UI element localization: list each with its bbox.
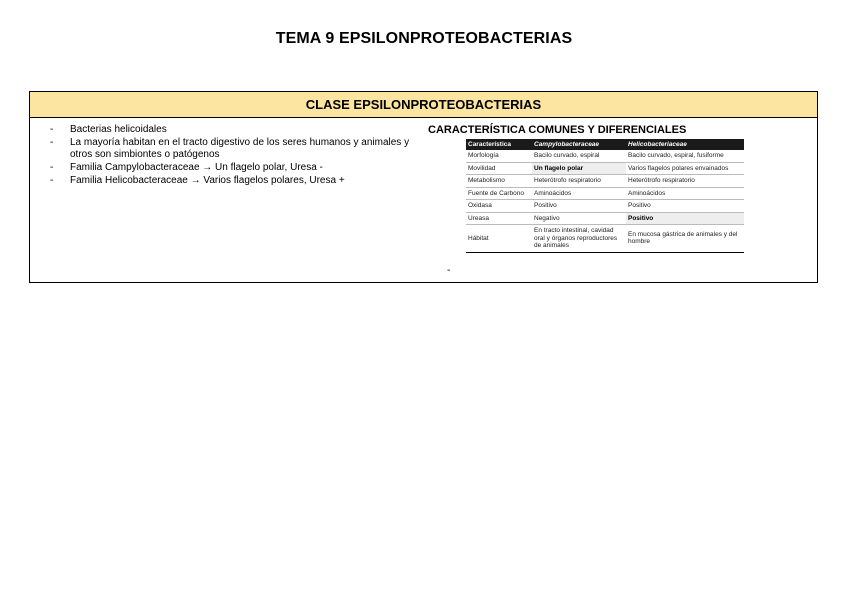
table-cell: Heterótrofo respiratorio [626,175,744,188]
table-cell: Morfología [466,150,532,162]
table-cell: Positivo [532,200,626,213]
table-cell: Bacilo curvado, espiral, fusiforme [626,150,744,162]
list-item-text: Familia Campylobacteraceae → Un flagelo polar, Uresa - [70,162,323,173]
column-header: Helicobacteriaceae [626,139,744,150]
table-title: CARACTERÍSTICA COMUNES Y DIFERENCIALES [428,124,687,136]
table-row [466,187,744,200]
table-cell: En mucosa gástrica de animales y del hombre [626,225,744,253]
table-cell: Ureasa [466,212,532,225]
table-header-row [466,139,744,150]
table-cell: Metabolismo [466,175,532,188]
bullet-list [50,124,410,188]
table-cell: Bacilo curvado, espiral [532,150,626,162]
list-item [50,162,410,174]
table-cell: Fuente de Carbono [466,187,532,200]
table-row [466,175,744,188]
list-item-text: La mayoría habitan en el tracto digestivo de los seres humanos y animales y otros son simbiontes o patógenos [70,137,410,160]
list-item [50,124,410,136]
column-header: Característica [466,139,532,150]
bullet-dash: - [50,162,54,173]
stray-dash: - [447,265,451,276]
list-item [50,175,410,187]
table-cell: Oxidasa [466,200,532,213]
table-cell: Heterótrofo respiratorio [532,175,626,188]
table-cell: Positivo [626,212,744,225]
page-title: TEMA 9 EPSILONPROTEOBACTERIAS [275,30,573,47]
table-cell: En tracto intestinal, cavidad oral y órganos reproductores de animales [532,225,626,253]
table-row [466,162,744,175]
section-box [29,91,818,283]
table-cell: Positivo [626,200,744,213]
table-cell: Un flagelo polar [532,162,626,175]
table-cell: Negativo [532,212,626,225]
table-row [466,150,744,162]
section-header: CLASE EPSILONPROTEOBACTERIAS [30,92,817,118]
table-cell: Varios flagelos polares envainados [626,162,744,175]
table-cell: Aminoácidos [626,187,744,200]
bullet-dash: - [50,175,54,186]
table-row [466,225,744,253]
list-item-text: Bacterias helicoidales [70,124,167,135]
table-cell: Aminoácidos [532,187,626,200]
comparison-table [466,139,744,253]
bullet-dash: - [50,124,54,135]
table-row [466,200,744,213]
bullet-dash: - [50,137,54,148]
table-cell: Hábitat [466,225,532,253]
table-cell: Movilidad [466,162,532,175]
list-item [50,137,410,161]
list-item-text: Familia Helicobacteraceae → Varios flagelos polares, Uresa + [70,175,345,186]
table-row [466,212,744,225]
column-header: Campylobacteraceae [532,139,626,150]
